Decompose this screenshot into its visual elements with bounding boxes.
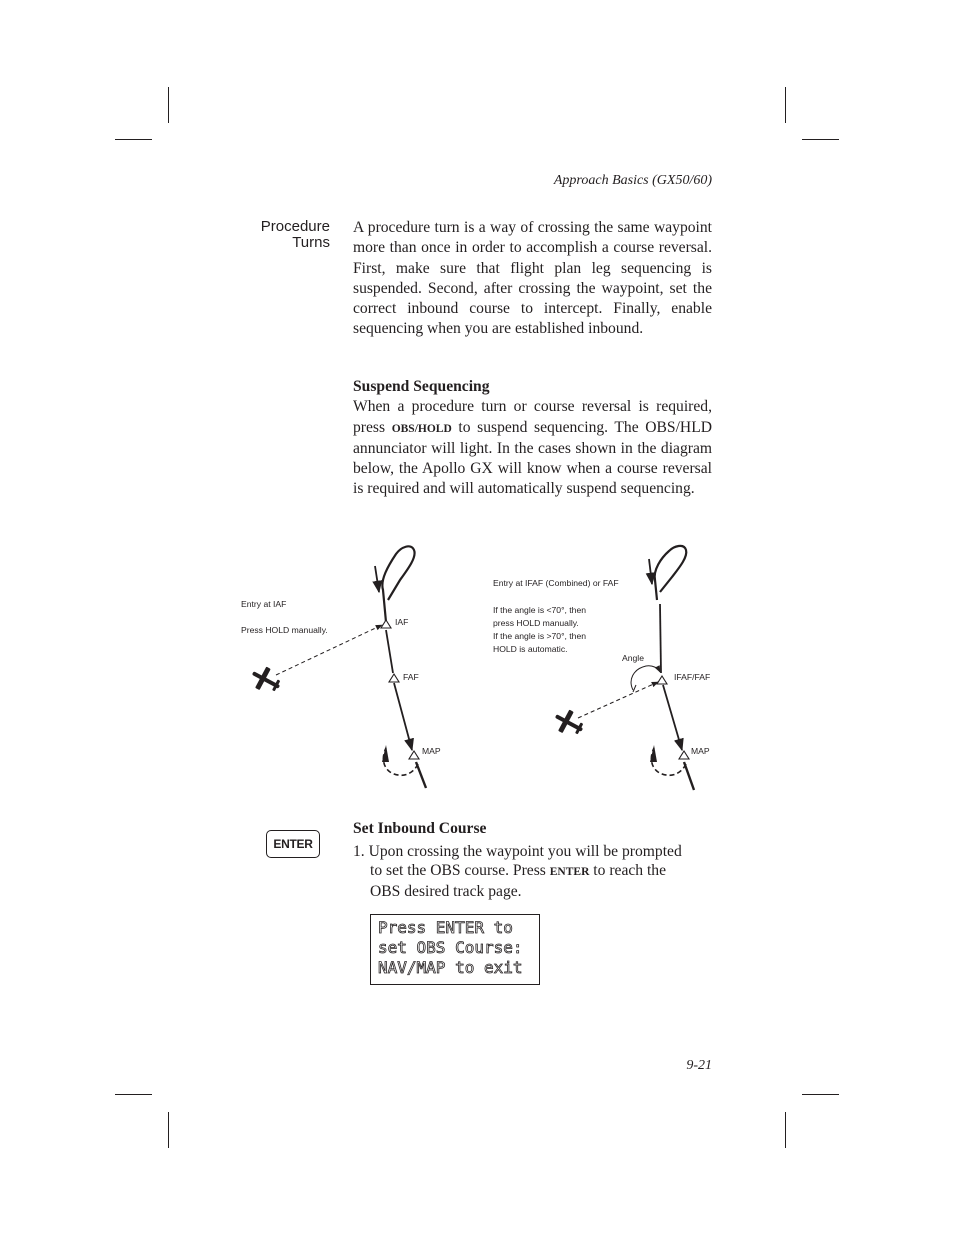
step-text: to reach the — [593, 862, 667, 880]
crop-mark — [115, 1094, 152, 1095]
lcd-line: NAV/MAP to exit — [378, 958, 523, 977]
procedure-turn-diagram — [236, 540, 716, 800]
waypoint-triangle — [389, 674, 399, 682]
step-number: 1. — [353, 843, 365, 860]
step-text: to set the OBS course. Press — [370, 862, 546, 880]
diagram-right — [493, 546, 710, 790]
crop-mark — [785, 87, 786, 123]
left-caption-press: Press HOLD manually. — [241, 625, 328, 635]
side-heading-line: Turns — [292, 234, 330, 251]
waypoint-label-map: MAP — [422, 746, 441, 756]
step-text: OBS desired track page. — [370, 883, 522, 901]
intro-paragraph: A procedure turn is a way of crossing the same waypoint more than once in order to accomplish a course reversal. First, make sure that flight plan leg sequencing is suspended. Second, after crossing the waypoint, set the correct inbound course to intercept. Finally, enable sequencing when you are established inbound. — [353, 219, 712, 338]
right-caption-line: If the angle is <70°, then — [493, 605, 587, 615]
lcd-line: Press ENTER to — [378, 918, 513, 937]
obs-hold-key: OBS/HOLD — [391, 422, 452, 435]
right-caption-line: press HOLD manually. — [493, 618, 579, 628]
right-caption-entry: Entry at IFAF (Combined) or FAF — [493, 578, 619, 588]
course-reversal-path — [655, 546, 687, 600]
waypoint-label-iaf: IAF — [395, 617, 409, 627]
suspend-section — [353, 377, 712, 500]
angle-label: Angle — [622, 653, 644, 663]
step-1 — [353, 842, 713, 902]
right-caption-line: HOLD is automatic. — [493, 644, 568, 654]
inbound-arrow — [649, 559, 652, 584]
running-head: Approach Basics (GX50/60) — [553, 173, 712, 188]
crop-mark — [168, 1112, 169, 1148]
crop-mark — [785, 1112, 786, 1148]
right-caption-line: If the angle is >70°, then — [493, 631, 587, 641]
step-text: Upon crossing the waypoint you will be prompted — [368, 843, 682, 860]
left-caption-entry: Entry at IAF — [241, 599, 287, 609]
lcd-display — [370, 914, 540, 985]
crop-mark — [802, 139, 839, 140]
enter-key-ref: ENTER — [549, 866, 590, 879]
crop-mark — [115, 139, 152, 140]
waypoint-triangle — [409, 751, 419, 759]
suspend-text: to suspend sequencing. The OBS/HLD annunciator will light. In the cases shown in the diagram below, the Apollo GX will know when a course reversal is required and will automatically suspend sequencing. — [353, 418, 712, 498]
airplane-icon — [550, 705, 588, 740]
waypoint-triangle — [381, 620, 391, 628]
waypoint-label-ifaf-faf: IFAF/FAF — [674, 672, 711, 682]
side-heading-line: Procedure — [260, 218, 330, 235]
inbound-heading: Set Inbound Course — [353, 820, 487, 837]
page-number: 9-21 — [686, 1058, 712, 1073]
lcd-line: set OBS Course: — [378, 938, 523, 957]
waypoint-label-map: MAP — [691, 746, 710, 756]
diagram-left — [241, 546, 441, 788]
enter-key-icon: ENTER — [266, 830, 320, 858]
suspend-heading: Suspend Sequencing — [353, 378, 490, 395]
crop-mark — [802, 1094, 839, 1095]
crop-mark — [168, 87, 169, 123]
suspend-text: When a procedure turn or course reversal is required, press — [353, 398, 712, 436]
waypoint-triangle — [657, 676, 667, 684]
waypoint-label-faf: FAF — [403, 672, 419, 682]
inbound-arrow — [375, 566, 379, 592]
side-heading — [236, 219, 330, 251]
airplane-icon — [247, 662, 285, 697]
waypoint-triangle — [679, 751, 689, 759]
course-reversal-path — [382, 546, 414, 622]
